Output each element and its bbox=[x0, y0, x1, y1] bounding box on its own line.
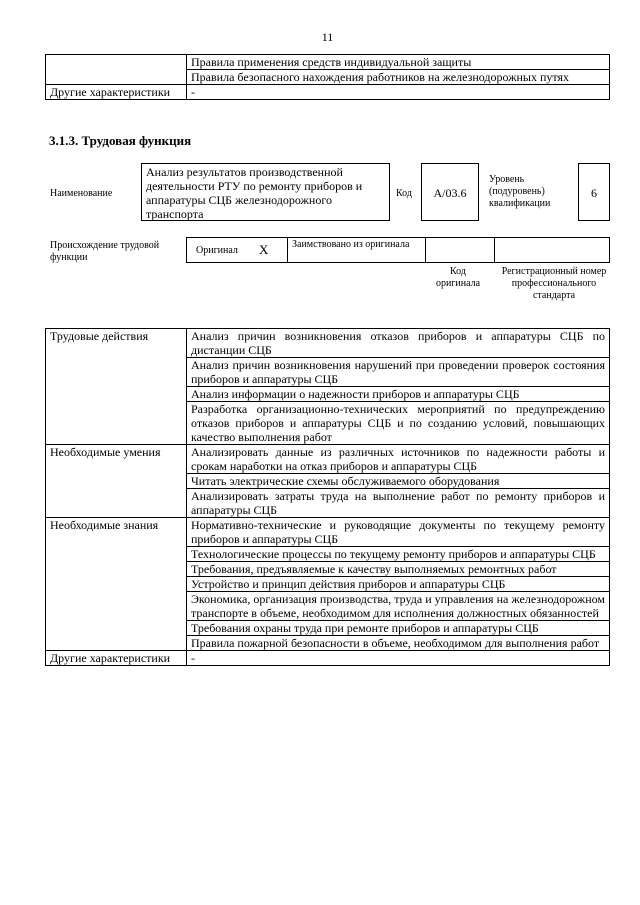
table-row bbox=[46, 85, 610, 100]
table-cell: Экономика, организация производства, труда и управления на железнодорожном транспорте в объеме, необходимом для исполнения должностных обязанностей bbox=[187, 592, 610, 621]
table-cell: Требования, предъявляемые к качеству выполняемых ремонтных работ bbox=[187, 562, 610, 577]
code-label: Код bbox=[396, 188, 412, 199]
table-cell: Анализировать данные из различных источников по надежности работы и срокам наработки на отказ приборов и аппаратуры СЦБ bbox=[187, 445, 610, 474]
code-original-caption: Код оригинала bbox=[435, 266, 481, 289]
table-cell: Анализ информации о надежности приборов и аппаратуры СЦБ bbox=[187, 387, 610, 402]
table-row bbox=[46, 518, 610, 547]
code-box bbox=[421, 163, 479, 221]
row-label: Другие характеристики bbox=[46, 85, 187, 100]
table-cell: - bbox=[187, 651, 610, 666]
row-value: Правила безопасного нахождения работников на железнодорожных путях bbox=[187, 70, 610, 85]
table-row bbox=[46, 445, 610, 474]
group-label: Необходимые умения bbox=[46, 445, 187, 518]
group-label: Необходимые знания bbox=[46, 518, 187, 651]
table-row bbox=[46, 651, 610, 666]
table-cell: Анализ причин возникновения отказов приборов и аппаратуры СЦБ по дистанции СЦБ bbox=[187, 329, 610, 358]
original-label: Оригинал bbox=[196, 245, 238, 256]
section-title: 3.1.3. Трудовая функция bbox=[49, 133, 192, 148]
top-table bbox=[45, 54, 610, 100]
table-cell: Анализ причин возникновения нарушений при проведении проверок состояния приборов и аппаратуры СЦБ bbox=[187, 358, 610, 387]
table-row bbox=[46, 55, 610, 70]
name-label: Наименование bbox=[50, 188, 113, 199]
table-cell: Анализировать затраты труда на выполнение работ по ремонту приборов и аппаратуры СЦБ bbox=[187, 489, 610, 518]
divider bbox=[494, 238, 495, 262]
group-label: Другие характеристики bbox=[46, 651, 187, 666]
code-value: А/03.6 bbox=[433, 186, 467, 200]
table-cell: Читать электрические схемы обслуживаемого оборудования bbox=[187, 474, 610, 489]
original-mark: X bbox=[259, 242, 269, 257]
table-row bbox=[46, 329, 610, 358]
table-cell: Разработка организационно-технических мероприятий по предупреждению отказов приборов и аппаратуры СЦБ и по созданию условий, повышающих качество выполнения работ bbox=[187, 402, 610, 445]
function-name: Анализ результатов производственной деятельности РТУ по ремонту приборов и аппаратуры СЦБ железнодорожного транспорта bbox=[146, 165, 363, 221]
table-cell: Требования охраны труда при ремонте приборов и аппаратуры СЦБ bbox=[187, 621, 610, 636]
row-value: - bbox=[187, 85, 610, 100]
row-label bbox=[46, 55, 187, 85]
function-name-box bbox=[141, 163, 390, 221]
main-table bbox=[45, 328, 610, 666]
row-value: Правила применения средств индивидуальной защиты bbox=[187, 55, 610, 70]
origin-row bbox=[186, 237, 610, 263]
origin-label: Происхождение трудовой функции bbox=[50, 240, 160, 263]
level-label: Уровень (подуровень) квалификации bbox=[489, 174, 551, 209]
group-label: Трудовые действия bbox=[46, 329, 187, 445]
level-value: 6 bbox=[591, 186, 597, 200]
table-cell: Правила пожарной безопасности в объеме, необходимом для выполнения работ bbox=[187, 636, 610, 651]
table-cell: Устройство и принцип действия приборов и аппаратуры СЦБ bbox=[187, 577, 610, 592]
table-cell: Нормативно-технические и руководящие документы по текущему ремонту приборов и аппаратуры СЦБ bbox=[187, 518, 610, 547]
divider bbox=[287, 238, 288, 262]
page-number: 11 bbox=[321, 30, 334, 44]
table-cell: Технологические процессы по текущему ремонту приборов и аппаратуры СЦБ bbox=[187, 547, 610, 562]
borrowed-label: Заимствовано из оригинала bbox=[292, 239, 410, 250]
divider bbox=[425, 238, 426, 262]
level-box bbox=[578, 163, 610, 221]
reg-number-caption: Регистрационный номер профессионального стандарта bbox=[501, 266, 607, 301]
